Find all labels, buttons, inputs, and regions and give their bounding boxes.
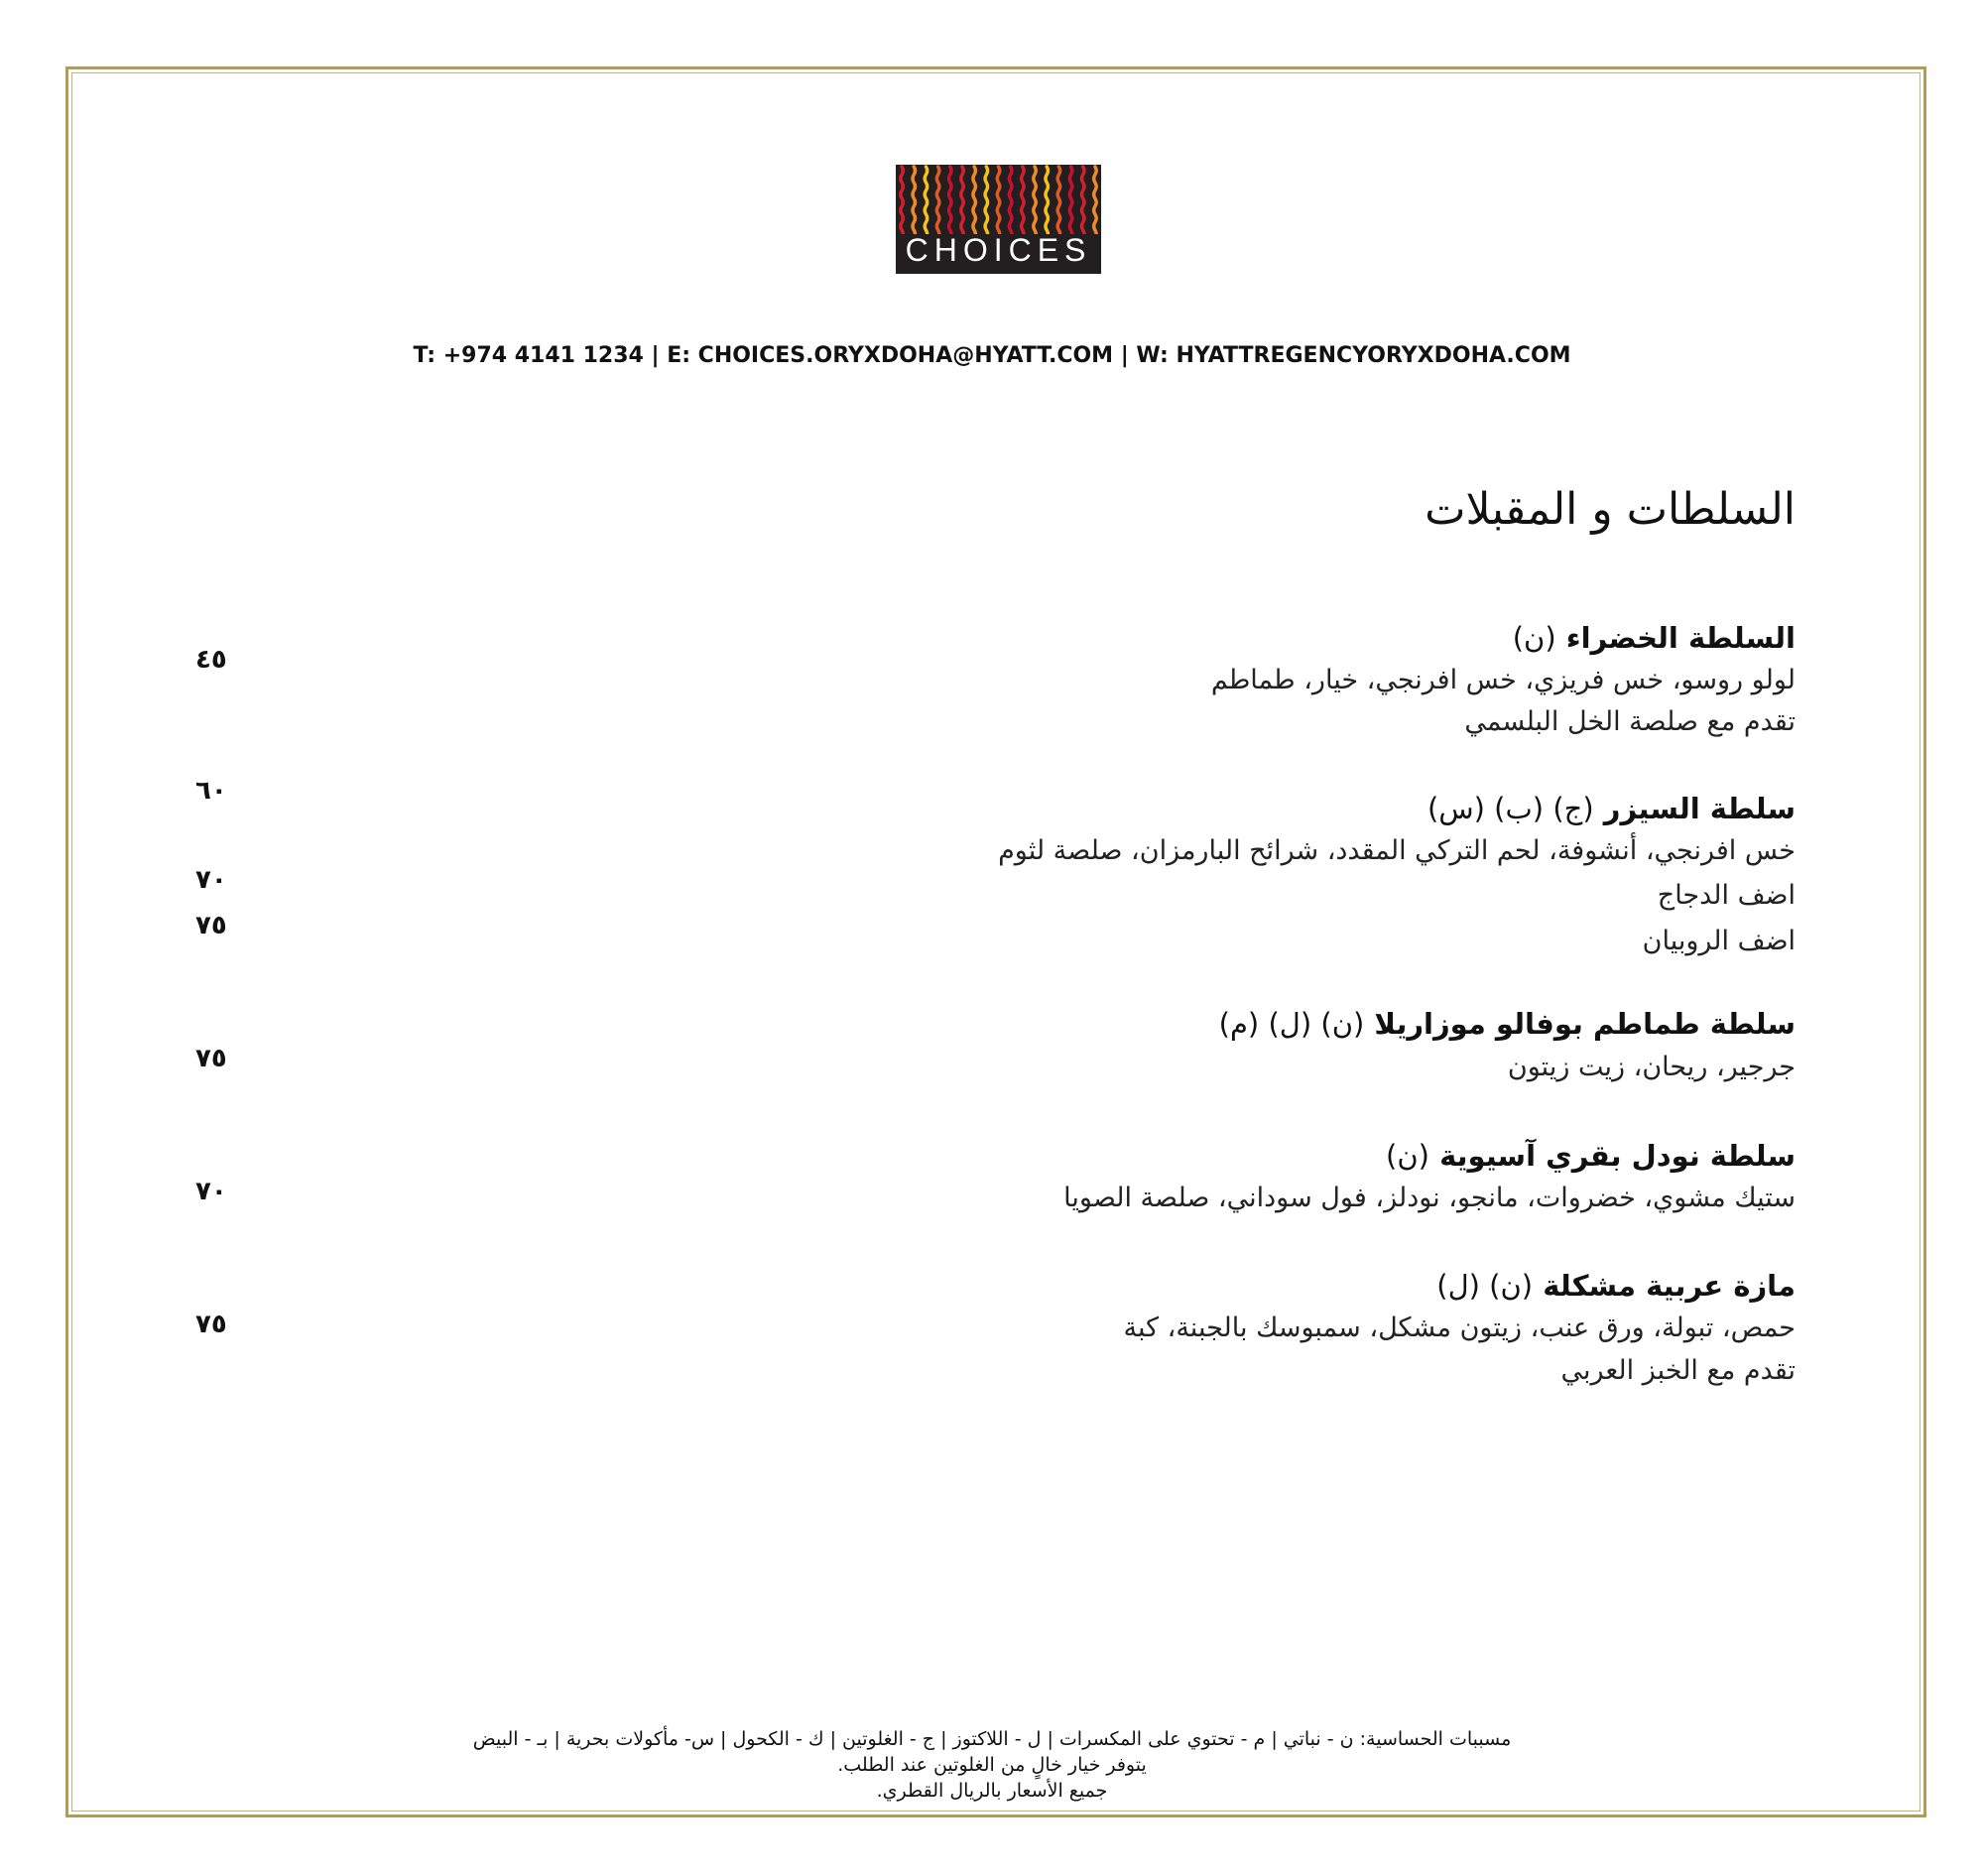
item-title: سلطة السيزر [1603,792,1796,825]
item-addon: اضف الدجاج [1657,880,1796,911]
contact-info: T: +974 4141 1234 | E: CHOICES.ORYXDOHA@HYATT.COM | W: HYATTREGENCYORYXDOHA.COM [413,343,1571,368]
logo-stripe [901,167,904,234]
logo-stripe [985,167,988,234]
item-description: خس افرنجي، أنشوفة، لحم التركي المقدد، شرائح البارمزان، صلصة لثوم [998,835,1796,866]
logo-stripe [961,167,964,234]
choices-logo [896,165,1101,274]
allergen-legend: مسببات الحساسية: ن - نباتي | م - تحتوي على المكسرات | ل - اللاكتوز | ج - الغلوتين | ك - الكحول | س- مأكولات بحرية | بـ - البيض [472,1728,1512,1750]
menu-item-name [1436,1269,1796,1303]
logo-stripes [896,165,1101,234]
item-title: سلطة طماطم بوفالو موزاريلا [1374,1007,1796,1041]
currency-note: جميع الأسعار بالريال القطري. [876,1780,1108,1802]
item-description: لولو روسو، خس فريزي، خس افرنجي، خيار، طماطم [1210,665,1796,695]
logo-stripe [1022,167,1025,234]
item-tags: (ن) (ل) [1436,1269,1534,1303]
item-price: ٧٠ [195,1177,227,1206]
item-tags: (ن) [1386,1139,1429,1173]
menu-item-name [1513,621,1796,655]
logo-stripe [1046,167,1049,234]
item-tags: (ن) [1512,621,1556,655]
logo-stripe [936,167,939,234]
item-description: جرجير، ريحان، زيت زيتون [1507,1052,1796,1082]
item-price: ٧٥ [195,1044,227,1073]
menu-item-name [1386,1139,1796,1173]
logo-stripe [1081,167,1084,234]
logo-text: CHOICES [905,232,1092,268]
item-tags: (ج) (ب) (س) [1426,792,1594,825]
logo-stripe [949,167,952,234]
logo-stripe [1034,167,1037,234]
item-description: ستيك مشوي، خضروات، مانجو، نودلز، فول سوداني، صلصة الصويا [1063,1183,1796,1213]
logo-stripe [1009,167,1012,234]
menu-item-name [1427,792,1796,825]
logo-stripe [925,167,928,234]
item-title: سلطة نودل بقري آسيوية [1439,1139,1796,1173]
item-description: تقدم مع صلصة الخل البلسمي [1464,706,1796,737]
logo-stripe [973,167,976,234]
item-price: ٦٠ [195,776,227,806]
menu-item-name [1219,1007,1796,1041]
logo-stripe [1057,167,1060,234]
item-tags: (ن) (ل) (م) [1218,1007,1365,1041]
section-title: السلطات و المقبلات [1425,484,1796,535]
logo-stripe [1069,167,1072,234]
item-title: السلطة الخضراء [1565,621,1796,655]
logo-stripe [997,167,1000,234]
addon-price: ٧٠ [195,865,227,895]
item-title: مازة عربية مشكلة [1543,1269,1796,1303]
item-price: ٧٥ [195,1310,227,1339]
item-addon: اضف الروبيان [1642,926,1796,956]
logo-stripe [913,167,916,234]
gluten-free-note: يتوفر خيار خالٍ من الغلوتين عند الطلب. [837,1754,1147,1776]
item-description: تقدم مع الخبز العربي [1560,1355,1796,1386]
item-price: ٤٥ [195,645,227,675]
item-description: حمص، تبولة، ورق عنب، زيتون مشكل، سمبوسك بالجبنة، كبة [1123,1313,1796,1343]
addon-price: ٧٥ [195,911,227,940]
logo-stripe [1094,167,1097,234]
